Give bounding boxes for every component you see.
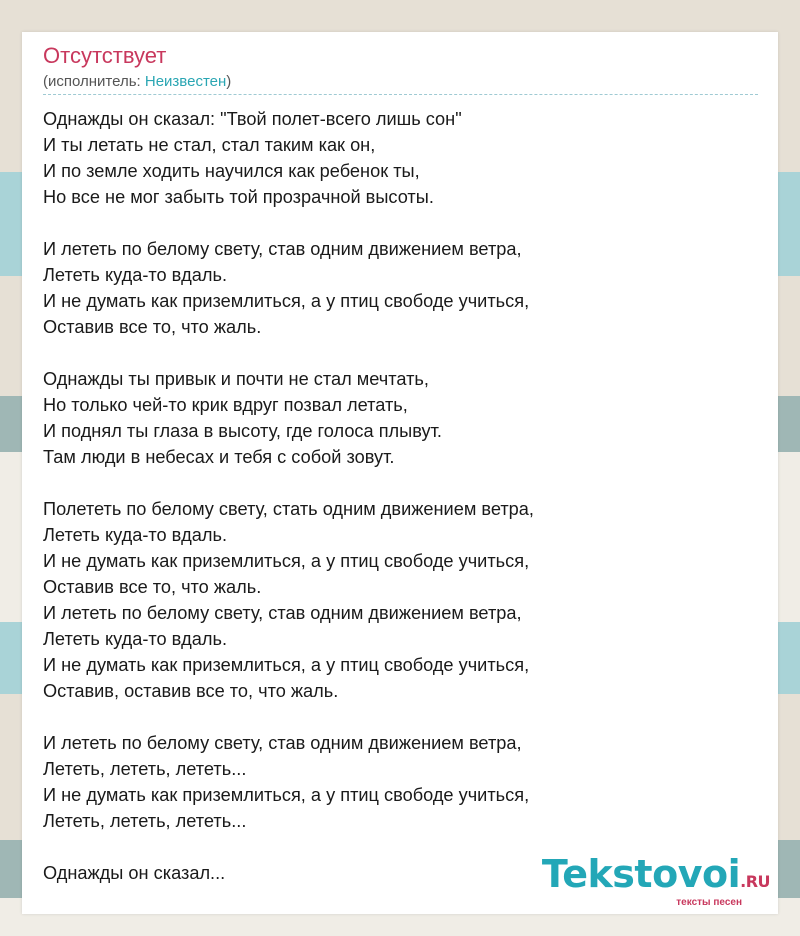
lyric-line: Но только чей-то крик вдруг позвал летать, [43,395,408,415]
lyric-line: Но все не мог забыть той прозрачной высоты. [43,187,434,207]
logo-tld: .RU [740,872,770,891]
lyric-line: Лететь куда-то вдаль. [43,265,227,285]
stanza [43,730,763,834]
lyric-line: Лететь куда-то вдаль. [43,525,227,545]
lyric-line: И не думать как приземлиться, а у птиц свободе учиться, [43,551,530,571]
logo-tagline: тексты песен [676,897,742,908]
site-logo[interactable] [541,852,770,908]
artist-link[interactable]: Неизвестен [144,73,227,90]
stanza [43,236,763,340]
artist-line [43,73,231,90]
lyric-line: И по земле ходить научился как ребенок ты, [43,161,420,181]
lyric-line: И не думать как приземлиться, а у птиц свободе учиться, [43,785,530,805]
lyric-line: И ты летать не стал, стал таким как он, [43,135,376,155]
lyric-line: И не думать как приземлиться, а у птиц свободе учиться, [43,655,530,675]
song-title: Отсутствует [43,43,167,68]
divider [43,94,758,95]
lyric-line: Лететь куда-то вдаль. [43,629,227,649]
lyric-line: Лететь, лететь, лететь... [43,759,247,779]
lyric-line: И поднял ты глаза в высоту, где голоса плывут. [43,421,442,441]
lyric-line: Полететь по белому свету, стать одним движением ветра, [43,499,534,519]
lyrics-card [22,32,778,914]
lyric-line: И лететь по белому свету, став одним движением ветра, [43,733,522,753]
artist-prefix: (исполнитель: [43,73,145,90]
lyric-line: Оставив все то, что жаль. [43,317,262,337]
lyric-line: Оставив, оставив все то, что жаль. [43,681,339,701]
lyrics-body [43,106,763,912]
lyric-line: Оставив все то, что жаль. [43,577,262,597]
artist-suffix: ) [226,73,232,90]
logo-name: Tekstovoi [541,852,741,896]
lyric-line: Однажды он сказал... [43,863,226,883]
lyric-line: Лететь, лететь, лететь... [43,811,247,831]
stanza [43,496,763,704]
lyric-line: Там люди в небесах и тебя с собой зовут. [43,447,395,467]
lyric-line: Однажды он сказал: "Твой полет-всего лишь сон" [43,109,462,129]
stanza [43,106,763,210]
stanza [43,366,763,470]
lyric-line: И лететь по белому свету, став одним движением ветра, [43,603,522,623]
lyric-line: Однажды ты привык и почти не стал мечтать, [43,369,429,389]
lyric-line: И лететь по белому свету, став одним движением ветра, [43,239,522,259]
lyric-line: И не думать как приземлиться, а у птиц свободе учиться, [43,291,530,311]
logo-wordmark [541,852,770,901]
